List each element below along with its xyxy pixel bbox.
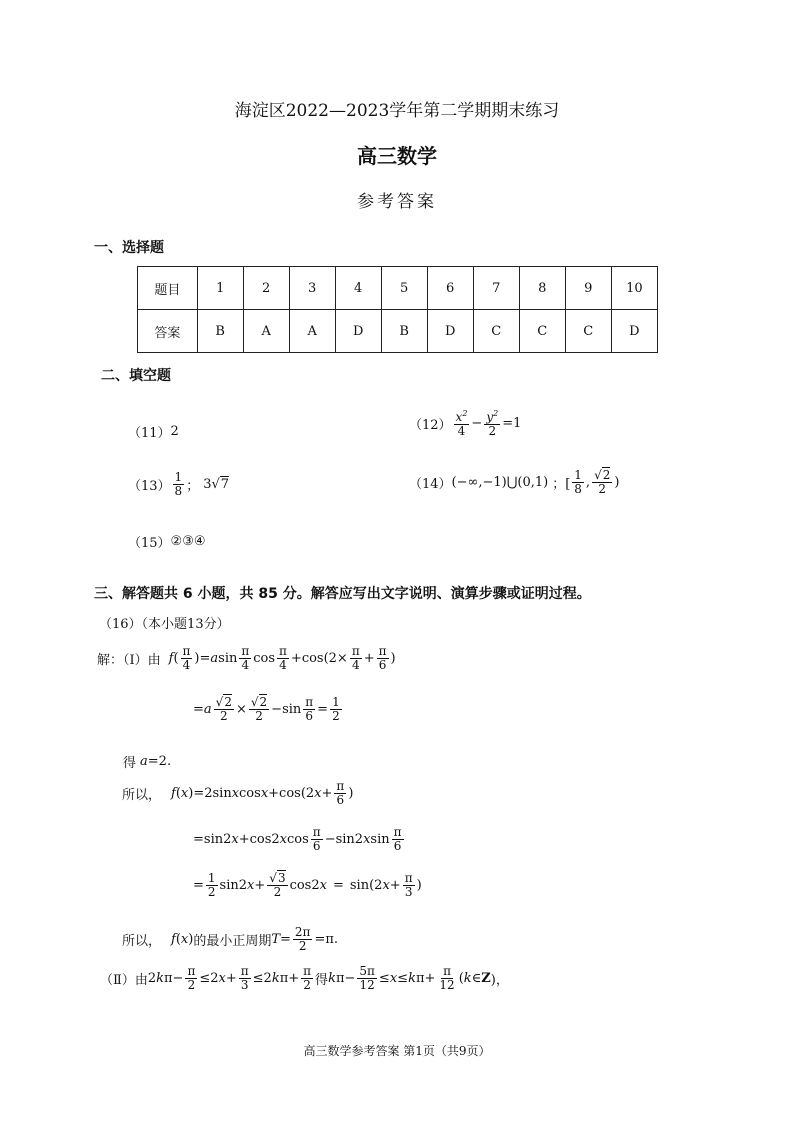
fraction: $\frac{x^2}{4}$	[455, 409, 468, 438]
section-solution-title: 三、解答题共 6 小题，共 85 分。解答应写出文字说明、演算步骤或证明过程。	[94, 586, 591, 602]
exam-title: 海淀区2022—2023学年第二学期期末练习	[234, 101, 560, 121]
part2-label: （Ⅱ）由	[100, 972, 148, 988]
table-cell: B	[381, 310, 427, 353]
table-cell: 8	[519, 267, 565, 310]
subject-title: 高三数学	[357, 144, 437, 168]
operator: −	[471, 416, 483, 432]
question-label: （12）	[409, 418, 452, 434]
table-cell: 5	[381, 267, 427, 310]
so-label: 所以，	[122, 787, 162, 803]
separator: ；	[186, 478, 200, 494]
table-cell: D	[611, 310, 657, 353]
answer-11	[128, 422, 179, 441]
section-fill-title: 二、填空题	[101, 368, 171, 384]
table-cell: C	[519, 310, 565, 353]
table-cell: 2	[243, 267, 289, 310]
answer-13	[128, 471, 229, 497]
question-label: （13）	[128, 478, 171, 494]
fraction: $\frac{1}{8}$	[174, 470, 183, 498]
question-label: （14）	[409, 476, 452, 492]
table-header-cell: 题目	[138, 267, 198, 310]
interval-answer: (−∞,−1)⋃(0,1)	[451, 474, 549, 490]
solution-line-4: 所以， f ( x )=2sin x cos x +cos(2 x + $\frac{\pi}{6}$ )	[122, 779, 354, 807]
answer-14: （14） (−∞,−1)⋃(0,1) ；[ $\frac{1}{8}$ , $\frac{√2}{2}$ )	[409, 468, 620, 496]
table-header-cell: 答案	[138, 310, 198, 353]
de-label: 得	[123, 756, 137, 771]
so-label: 所以，	[122, 933, 162, 949]
radicand: 7	[220, 477, 230, 493]
table-row-answers	[138, 310, 658, 353]
question-label: （15）	[128, 536, 171, 551]
separator: ；[	[552, 476, 571, 492]
table-cell: A	[243, 310, 289, 353]
radical-sign: √	[211, 476, 220, 492]
period-label: 的最小正周期	[193, 933, 272, 949]
answer-key-title: 参考答案	[357, 192, 437, 212]
answer-value: 2	[170, 424, 179, 439]
fraction: $\frac{1}{8}$	[574, 468, 582, 496]
solution-line-8: （Ⅱ）由 2 k π− $\frac{\pi}{2}$ ≤2 x + $\frac{\pi}{3}$ ≤2 k π+ $\frac{\pi}{2}$ 得 k π− $\frac{5\pi}{12}$ ≤ x ≤ k π+ $\frac{\pi}{12}$ ( k ∈ Z )，	[100, 964, 509, 992]
solution-line-2: = a $\frac{√2}{2}$ × $\frac{√2}{2}$ −sin $\frac{\pi}{6}$ = $\frac{1}{2}$	[193, 695, 340, 723]
table-cell: D	[335, 310, 381, 353]
de-label: 得	[315, 972, 329, 988]
table-cell: 4	[335, 267, 381, 310]
answer-15	[128, 532, 206, 551]
table-cell: C	[565, 310, 611, 353]
choice-answer-table	[137, 266, 658, 353]
answer-12	[409, 410, 521, 437]
question-label: （11）	[128, 426, 171, 441]
table-cell: 7	[473, 267, 519, 310]
solution-line-1: 解：（Ⅰ）由 f ( $\frac{\pi}{4}$ )= a sin $\frac{\pi}{4}$ cos $\frac{\pi}{4}$ +cos(2× $\frac{\pi}{4}$ + $\frac{\pi}{6}$ )	[97, 644, 396, 672]
question-16-heading: （16）（本小题13分）	[99, 617, 230, 632]
fraction: $\frac{√2}{2}$	[594, 468, 611, 496]
table-cell: 6	[427, 267, 473, 310]
page-footer: 高三数学参考答案 第1页（共9页）	[303, 1044, 491, 1058]
table-cell: C	[473, 310, 519, 353]
table-cell: A	[289, 310, 335, 353]
table-cell: B	[197, 310, 243, 353]
answer-value: ②③④	[170, 534, 206, 549]
table-cell: 3	[289, 267, 335, 310]
table-cell: 10	[611, 267, 657, 310]
table-row-numbers	[138, 267, 658, 310]
fraction: $\frac{y^2}{2}$	[486, 409, 499, 438]
radical-coefficient: 3	[203, 476, 212, 492]
section-choice-title: 一、选择题	[94, 240, 164, 256]
solution-line-6: = $\frac{1}{2}$ sin2 x + $\frac{√3}{2}$ cos2 x = sin(2 x + $\frac{\pi}{3}$ )	[193, 871, 422, 899]
solution-line-5: =sin2 x +cos2 x cos $\frac{\pi}{6}$ −sin2 x sin $\frac{\pi}{6}$	[193, 825, 402, 853]
table-cell: 1	[197, 267, 243, 310]
table-cell: D	[427, 310, 473, 353]
table-cell: 9	[565, 267, 611, 310]
solution-line-7: 所以， f ( x ) 的最小正周期 T = $\frac{2\pi}{2}$ =π.	[122, 925, 339, 953]
equation-rhs: =1	[502, 416, 522, 432]
solution-label: 解：（Ⅰ）由	[97, 652, 161, 668]
solution-line-3: 得 a =2.	[123, 754, 172, 771]
